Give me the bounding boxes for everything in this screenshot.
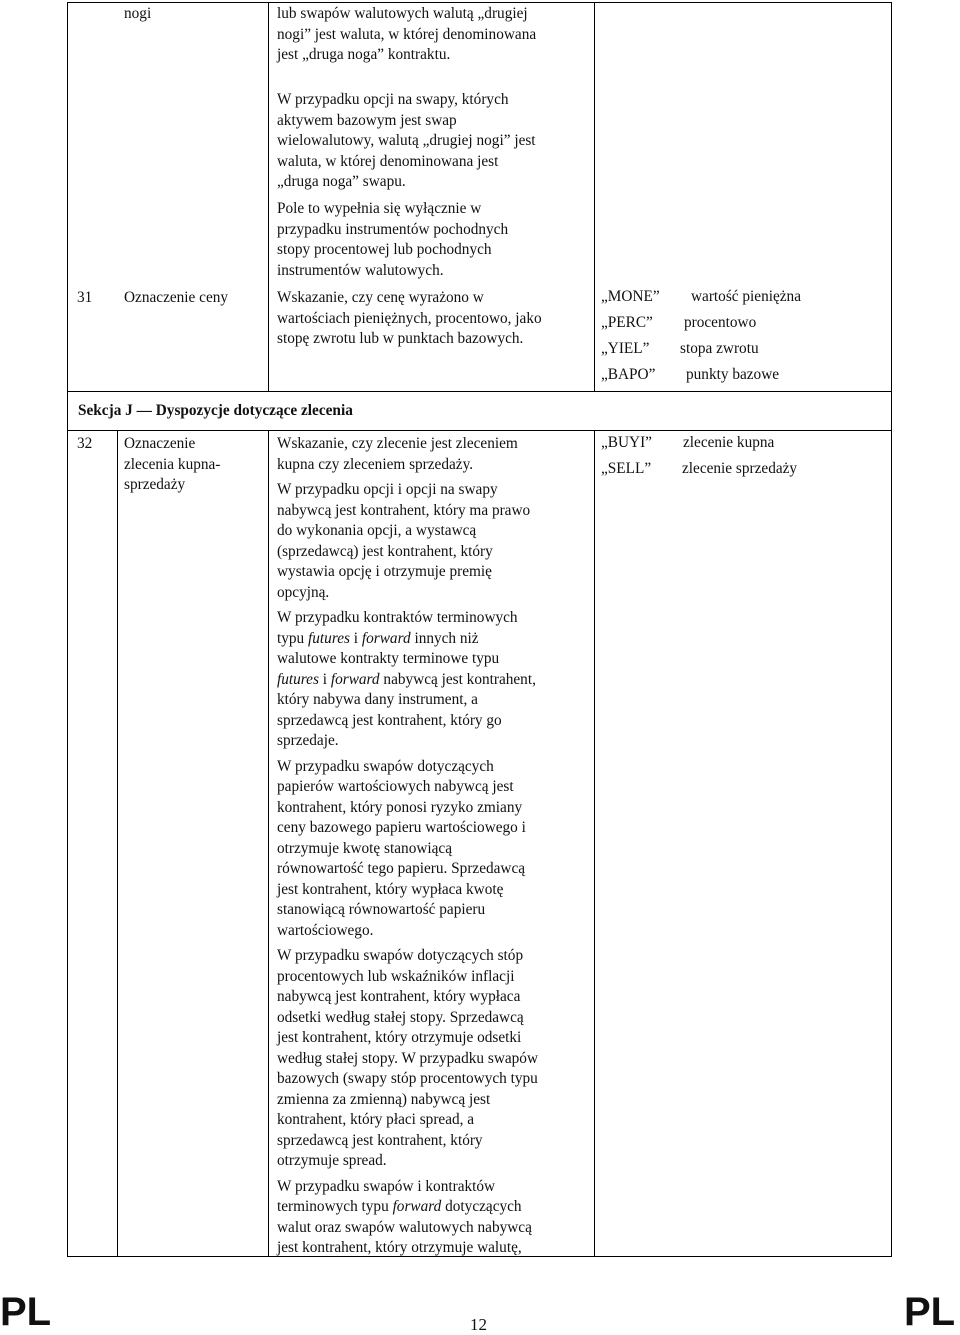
code-value: „BUYI” <box>601 434 652 451</box>
code-value: „BAPO” <box>601 366 656 383</box>
note-paragraph <box>277 199 589 281</box>
section-heading: Sekcja J — Dyspozycje dotyczące zlecenia <box>78 402 353 419</box>
desc-line: nogi” jest waluta, w której denominowana <box>277 25 537 43</box>
desc-line: otrzymuje spread. <box>277 1152 387 1169</box>
desc-line: W przypadku swapów dotyczących <box>277 757 494 775</box>
text-run: terminowych typu <box>277 1198 393 1215</box>
desc-line: wystawia opcję i otrzymuje premię <box>277 563 492 580</box>
desc-line: kontrahent, który płaci spread, a <box>277 1111 475 1128</box>
field-line: zlecenia kupna- <box>124 455 221 473</box>
text-run: i <box>349 629 362 647</box>
desc-line <box>277 629 589 650</box>
desc-line: waluta, w której denominowana jest <box>277 152 499 170</box>
desc-line: odsetki według stałej stopy. Sprzedawcą <box>277 1008 524 1026</box>
code-meaning: zlecenie sprzedaży <box>682 460 798 477</box>
text-run: i <box>318 670 331 688</box>
desc-line: papierów wartościowych nabywcą jest <box>277 778 514 795</box>
term-nogi: nogi <box>124 5 152 22</box>
desc-line: otrzymuje kwotę stanowiącą <box>277 839 453 857</box>
code-meaning: wartość pieniężna <box>691 288 801 305</box>
col-divider-label-lower <box>268 430 269 1257</box>
desc-line: równowartość tego papieru. Sprzedawcą <box>277 860 526 877</box>
text-run: dotyczących <box>441 1198 522 1215</box>
footer-left-mark: PL <box>0 1290 52 1334</box>
row-divider-section-bottom <box>67 430 892 431</box>
desc-line: Wskazanie, czy zlecenie jest zleceniem <box>277 435 518 452</box>
desc-line: nabywcą jest kontrahent, który wypłaca <box>277 988 521 1005</box>
desc-line: W przypadku kontraktów terminowych <box>277 609 518 626</box>
col-divider-desc-upper <box>594 2 595 391</box>
desc-line: jest kontrahent, który wypłaca kwotę <box>277 880 504 898</box>
desc-line: do wykonania opcji, a wystawcą <box>277 522 477 539</box>
field-name-31: Oznaczenie ceny <box>124 289 229 306</box>
desc-line: według stałej stopy. W przypadku swapów <box>277 1049 538 1067</box>
code-row <box>601 433 797 459</box>
options-paragraph <box>277 90 589 193</box>
italic-term: forward <box>361 629 411 647</box>
italic-term: forward <box>392 1198 442 1215</box>
col-divider-label-upper <box>268 2 269 391</box>
desc-line: który nabywa dany instrument, a <box>277 691 478 708</box>
page-number: 12 <box>470 1315 487 1334</box>
desc-line: lub swapów walutowych walutą „drugiej <box>277 5 528 22</box>
text-run: nabywcą jest kontrahent, <box>379 670 536 688</box>
desc-line: sprzedaje. <box>277 732 339 749</box>
italic-term: forward <box>330 670 380 688</box>
row-number-31: 31 <box>77 289 93 306</box>
desc-line: aktywem bazowym jest swap <box>277 111 457 129</box>
desc-line: Pole to wypełnia się wyłącznie w <box>277 200 482 217</box>
code-meaning: punkty bazowe <box>686 366 780 383</box>
field-line: sprzedaży <box>124 476 186 493</box>
field-line: Oznaczenie <box>124 435 196 452</box>
code-value: „YIEL” <box>601 340 650 357</box>
desc-line: przypadku instrumentów pochodnych <box>277 220 509 238</box>
code-row <box>601 287 801 313</box>
desc-line: jest „druga noga” kontraktu. <box>277 46 451 63</box>
top-row-description <box>277 4 589 66</box>
desc-line: „druga noga” swapu. <box>277 173 406 190</box>
desc-line <box>277 1197 589 1218</box>
field-name-32 <box>124 434 264 496</box>
code-row <box>601 313 801 339</box>
desc-line: W przypadku opcji na swapy, których <box>277 91 509 108</box>
desc-line: sprzedawcą jest kontrahent, który <box>277 1131 483 1149</box>
desc-line: wartościach pieniężnych, procentowo, jako <box>277 309 542 327</box>
desc-line: W przypadku swapów i kontraktów <box>277 1177 496 1195</box>
desc-line: bazowych (swapy stóp procentowych typu <box>277 1070 538 1087</box>
italic-term: futures <box>308 629 350 647</box>
desc-line: (sprzedawcą) jest kontrahent, który <box>277 542 493 560</box>
row32-description <box>277 434 589 1259</box>
desc-line: kontrahent, który ponosi ryzyko zmiany <box>277 798 523 816</box>
code-value: „MONE” <box>601 288 660 305</box>
row-number-32: 32 <box>77 435 93 452</box>
desc-line: stopy procentowej lub pochodnych <box>277 241 492 258</box>
desc-line: opcyjną. <box>277 583 330 601</box>
desc-line: W przypadku opcji i opcji na swapy <box>277 481 498 498</box>
code-value: „SELL” <box>601 460 652 477</box>
code-row <box>601 365 801 391</box>
desc-line <box>277 670 589 691</box>
desc-line: walutowe kontrakty terminowe typu <box>277 650 500 667</box>
row31-description <box>277 288 589 350</box>
desc-line: instrumentów walutowych. <box>277 261 444 279</box>
desc-line: sprzedawcą jest kontrahent, który go <box>277 711 502 729</box>
desc-line: wartościowego. <box>277 921 374 939</box>
desc-line: W przypadku swapów dotyczących stóp <box>277 947 524 964</box>
text-run: innych niż <box>410 629 479 647</box>
desc-line: zmienna za zmienną) nabywcą jest <box>277 1090 491 1108</box>
order-code-list <box>601 433 797 485</box>
code-meaning: zlecenie kupna <box>683 434 775 451</box>
desc-line: nabywcą jest kontrahent, który ma prawo <box>277 501 531 519</box>
desc-line: stopę zwrotu lub w punktach bazowych. <box>277 330 524 347</box>
desc-line: ceny bazowego papieru wartościowego i <box>277 819 526 836</box>
code-value: „PERC” <box>601 314 653 331</box>
col-divider-number-lower <box>117 430 118 1257</box>
desc-line: kupna czy zleceniem sprzedaży. <box>277 455 474 473</box>
desc-line: jest kontrahent, który otrzymuje walutę, <box>277 1239 522 1256</box>
desc-line: jest kontrahent, który otrzymuje odsetki <box>277 1029 522 1046</box>
text-run: typu <box>277 629 309 647</box>
row-divider-section-top <box>67 391 892 392</box>
desc-line: procentowych lub wskaźników inflacji <box>277 967 515 985</box>
desc-line: wielowalutowy, walutą „drugiej nogi” jest <box>277 132 536 149</box>
code-row <box>601 339 801 365</box>
code-meaning: procentowo <box>684 314 757 331</box>
price-code-list <box>601 287 801 391</box>
code-row <box>601 459 797 485</box>
desc-line: walut oraz swapów walutowych nabywcą <box>277 1218 532 1236</box>
desc-line: stanowiącą równowartość papieru <box>277 901 486 918</box>
desc-line: Wskazanie, czy cenę wyrażono w <box>277 289 484 306</box>
italic-term: futures <box>277 670 319 688</box>
code-meaning: stopa zwrotu <box>680 340 759 357</box>
col-divider-desc-lower <box>594 430 595 1257</box>
footer-right-mark: PL <box>904 1290 956 1334</box>
